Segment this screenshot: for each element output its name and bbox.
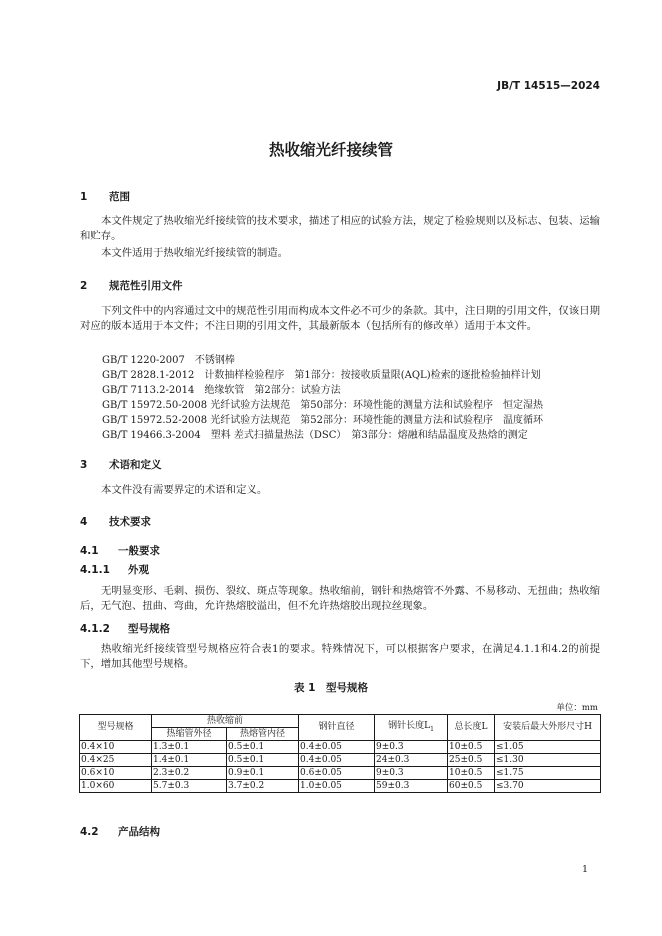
table-row <box>80 767 601 780</box>
cell-inner-diameter: 0.5±0.1 <box>227 754 299 767</box>
section-title: 型号规格 <box>128 623 170 635</box>
reference-item: GB/T 1220-2007 不锈钢棒 <box>102 355 235 366</box>
section-number: 4.1.2 <box>80 623 110 635</box>
cell-outer-diameter: 1.4±0.1 <box>152 754 227 767</box>
table-header-row <box>80 715 601 728</box>
cell-total-length: 60±0.5 <box>448 780 495 793</box>
page-number: 1 <box>581 864 588 875</box>
header-max-size: 安装后最大外形尺寸H <box>495 715 601 741</box>
header-before-shrink: 热收缩前 <box>152 715 299 728</box>
table-row <box>80 754 601 767</box>
cell-model: 0.4×10 <box>80 741 152 754</box>
section-4-heading <box>80 514 151 529</box>
section-4-1-2-heading <box>80 621 170 636</box>
cell-outer-diameter: 2.3±0.2 <box>152 767 227 780</box>
cell-needle-diameter: 0.4±0.05 <box>299 741 375 754</box>
section-number: 3 <box>80 459 88 471</box>
reference-item: GB/T 15972.52-2008 光纤试验方法规范 第52部分：环境性能的测量方法和试验程序 温度循环 <box>102 415 544 426</box>
cell-total-length: 10±0.5 <box>448 741 495 754</box>
model-spec-table <box>79 714 601 793</box>
document-title: 热收缩光纤接续管 <box>268 141 393 159</box>
cell-needle-length: 9±0.3 <box>375 767 448 780</box>
cell-inner-diameter: 3.7±0.2 <box>227 780 299 793</box>
model-spec-paragraph: 热收缩光纤接续管型号规格应符合表1的要求。特殊情况下，可以根据客户要求，在满足4.1.1和4.2的前提下，增加其他型号规格。 <box>80 643 600 670</box>
section-4-2-heading <box>80 824 160 839</box>
section-number: 1 <box>80 191 88 203</box>
header-outer-diameter: 热缩管外径 <box>152 728 227 741</box>
cell-outer-diameter: 1.3±0.1 <box>152 741 227 754</box>
cell-needle-length: 9±0.3 <box>375 741 448 754</box>
cell-inner-diameter: 0.5±0.1 <box>227 741 299 754</box>
scope-paragraph-2: 本文件适用于热收缩光纤接续管的制造。 <box>101 247 289 259</box>
section-title: 术语和定义 <box>109 459 162 471</box>
table-title: 表 1 型号规格 <box>294 682 368 694</box>
section-number: 4 <box>80 516 88 528</box>
header-needle-diameter: 钢针直径 <box>299 715 375 741</box>
table-unit: 单位：mm <box>556 703 598 713</box>
header-needle-length <box>375 715 448 741</box>
section-title: 规范性引用文件 <box>109 280 183 292</box>
cell-max-size: ≤1.30 <box>495 754 601 767</box>
section-title: 技术要求 <box>109 516 151 528</box>
section-title: 外观 <box>128 564 149 576</box>
cell-total-length: 10±0.5 <box>448 767 495 780</box>
normative-paragraph: 下列文件中的内容通过文中的规范性引用而构成本文件必不可少的条款。其中，注日期的引用文件，仅该日期对应的版本适用于本文件；不注日期的引用文件，其最新版本（包括所有的修改单）适用于本文件。 <box>80 305 600 332</box>
document-code: JB/T 14515—2024 <box>497 80 600 92</box>
section-3-heading <box>80 457 162 472</box>
scope-paragraph-1: 本文件规定了热收缩光纤接续管的技术要求，描述了相应的试验方法，规定了检验规则以及标志、包装、运输和贮存。 <box>80 215 600 242</box>
section-4-1-1-heading <box>80 562 149 577</box>
section-4-1-heading <box>80 543 160 558</box>
cell-max-size: ≤3.70 <box>495 780 601 793</box>
section-number: 4.1 <box>80 545 99 557</box>
section-number: 2 <box>80 280 88 292</box>
cell-model: 1.0×60 <box>80 780 152 793</box>
cell-needle-diameter: 0.6±0.05 <box>299 767 375 780</box>
header-inner-diameter: 热熔管内径 <box>227 728 299 741</box>
cell-needle-length: 59±0.3 <box>375 780 448 793</box>
cell-total-length: 25±0.5 <box>448 754 495 767</box>
appearance-paragraph: 无明显变形、毛刺、损伤、裂纹、斑点等现象。热收缩前，钢针和热熔管不外露、不易移动、无扭曲；热收缩后，无气泡、扭曲、弯曲，允许热熔胶溢出，但不允许热熔胶出现拉丝现象。 <box>80 585 600 612</box>
section-1-heading <box>80 189 130 204</box>
section-2-heading <box>80 278 183 293</box>
cell-model: 0.6×10 <box>80 767 152 780</box>
terms-paragraph: 本文件没有需要界定的术语和定义。 <box>101 484 268 496</box>
cell-needle-diameter: 0.4±0.05 <box>299 754 375 767</box>
reference-item: GB/T 7113.2-2014 绝缘软管 第2部分：试验方法 <box>102 385 341 396</box>
cell-max-size: ≤1.75 <box>495 767 601 780</box>
section-title: 一般要求 <box>118 545 160 557</box>
table-row <box>80 741 601 754</box>
reference-item: GB/T 2828.1-2012 计数抽样检验程序 第1部分：按接收质量限(AQL)检索的逐批检验抽样计划 <box>102 370 541 381</box>
cell-max-size: ≤1.05 <box>495 741 601 754</box>
section-number: 4.1.1 <box>80 564 110 576</box>
cell-inner-diameter: 0.9±0.1 <box>227 767 299 780</box>
header-total-length: 总长度L <box>448 715 495 741</box>
header-needle-length-label: 钢针长度L <box>388 720 431 731</box>
cell-needle-diameter: 1.0±0.05 <box>299 780 375 793</box>
table-row <box>80 780 601 793</box>
section-number: 4.2 <box>80 826 99 838</box>
reference-item: GB/T 15972.50-2008 光纤试验方法规范 第50部分：环境性能的测量方法和试验程序 恒定湿热 <box>102 400 544 411</box>
cell-model: 0.4×25 <box>80 754 152 767</box>
cell-outer-diameter: 5.7±0.3 <box>152 780 227 793</box>
header-model: 型号规格 <box>80 715 152 741</box>
cell-needle-length: 24±0.3 <box>375 754 448 767</box>
reference-item: GB/T 19466.3-2004 塑料 差式扫描量热法（DSC） 第3部分：熔融和结晶温度及热焓的测定 <box>102 430 528 441</box>
section-title: 范围 <box>109 191 130 203</box>
header-needle-length-subscript: 1 <box>430 725 434 733</box>
section-title: 产品结构 <box>118 826 160 838</box>
